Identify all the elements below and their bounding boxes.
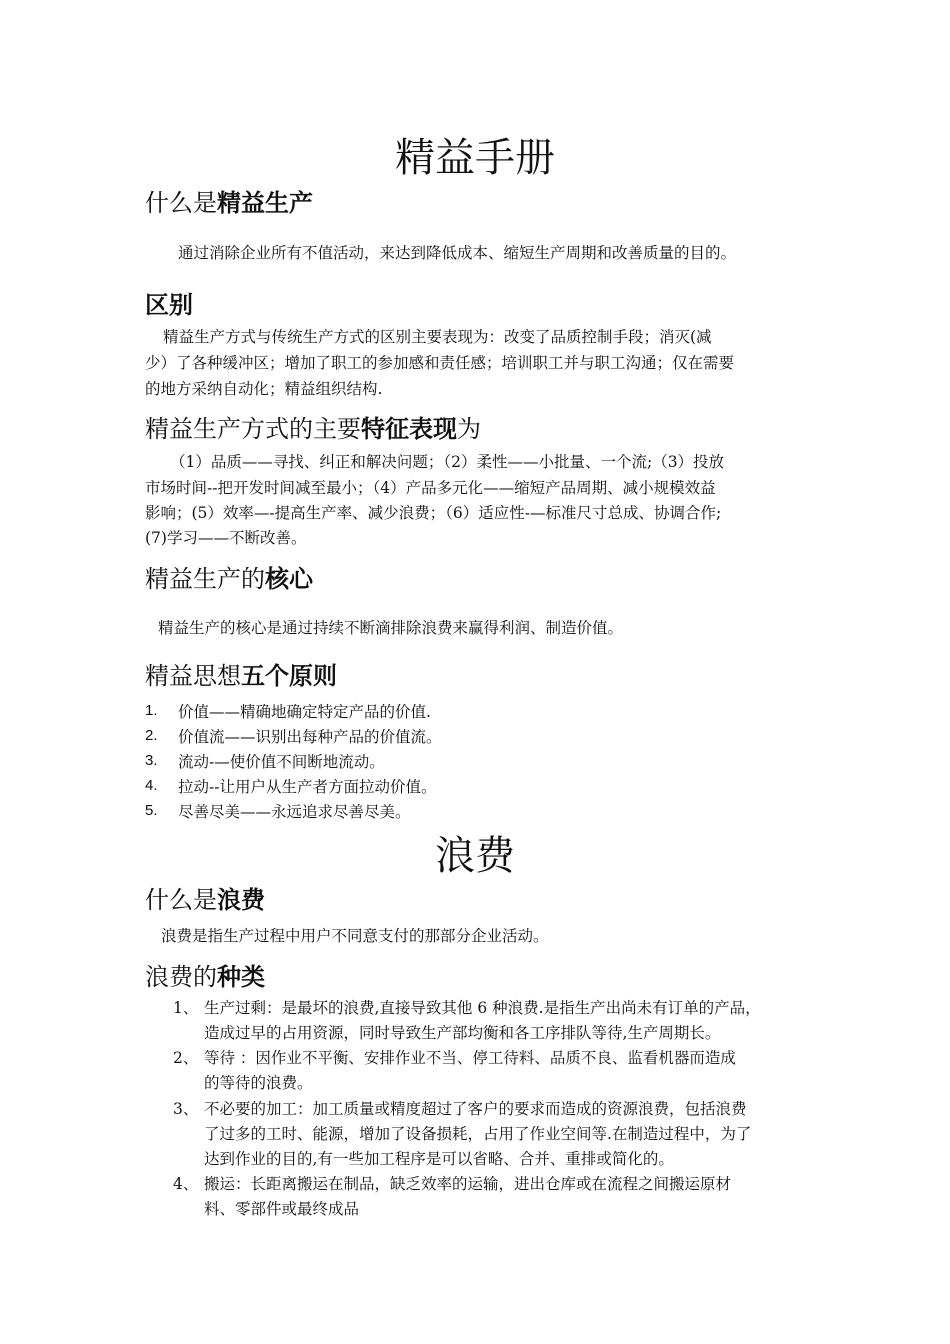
heading-features: [145, 409, 481, 444]
list-item-line: 达到作业的目的,有一些加工程序是可以省略、合并、重排或简化的。: [204, 1150, 674, 1168]
heading-bold: 核心: [265, 565, 313, 593]
list-item-line: 生产过剩：是最坏的浪费,直接导致其他 6 种浪费.是指生产出尚未有订单的产品，: [204, 999, 761, 1017]
list-item-number: 3、: [173, 1100, 199, 1118]
list-item-number: 2.: [145, 727, 158, 744]
heading-plain: 浪费的: [145, 963, 217, 991]
list-item: 尽善尽美——永远追求尽善尽美。: [178, 803, 411, 821]
heading-plain: 精益生产方式的主要: [145, 415, 361, 443]
heading-bold: 浪费: [217, 886, 265, 914]
heading-waste-types: [145, 957, 265, 992]
list-item-number: 1、: [173, 999, 199, 1017]
list-item: 流动-—使价值不间断地流动。: [178, 753, 385, 771]
list-item: 价值流——识别出每种产品的价值流。: [178, 728, 442, 746]
list-item-line: 料、零部件或最终成品: [204, 1200, 360, 1218]
paragraph-core: 精益生产的核心是通过持续不断滴排除浪费来赢得利润、制造价值。: [158, 619, 624, 637]
heading-bold: 种类: [217, 963, 265, 991]
heading-difference: 区别: [145, 291, 193, 319]
list-item-number: 5.: [145, 802, 158, 819]
paragraph-waste-definition: 浪费是指生产过程中用户不同意支付的那部分企业活动。: [161, 927, 549, 945]
list-item-line: 不必要的加工：加工质量或精度超过了客户的要求而造成的资源浪费，包括浪费: [204, 1100, 747, 1118]
paragraph-difference-line-1: 精益生产方式与传统生产方式的区别主要表现为：改变了品质控制手段；消灭(减: [163, 328, 712, 346]
heading-tail: 为: [457, 415, 481, 443]
heading-what-is-lean: [145, 183, 313, 218]
list-item-number: 4、: [173, 1175, 199, 1193]
list-item: 拉动--让用户从生产者方面拉动价值。: [178, 778, 437, 796]
paragraph-lean-definition: 通过消除企业所有不值活动，来达到降低成本、缩短生产周期和改善质量的目的。: [178, 244, 737, 262]
list-item-line: 了过多的工时、能源，增加了设备损耗，占用了作业空间等.在制造过程中，为了: [204, 1125, 752, 1143]
list-item-number: 1.: [145, 702, 158, 719]
paragraph-features-line-1: （1）品质——寻找、纠正和解决问题；（2）柔性——小批量、一个流;（3）投放: [170, 453, 725, 471]
list-item-number: 4.: [145, 777, 158, 794]
paragraph-difference-line-3: 的地方采纳自动化；精益组织结构.: [145, 380, 383, 398]
heading-plain: 精益思想: [145, 662, 241, 690]
paragraph-difference-line-2: 少）了各种缓冲区；增加了职工的参加感和责任感；培训职工并与职工沟通；仅在需要: [145, 354, 735, 372]
heading-bold: 特征表现: [361, 415, 457, 443]
heading-bold: 精益生产: [217, 189, 313, 217]
list-item-number: 2、: [173, 1049, 199, 1067]
list-item-number: 3.: [145, 752, 158, 769]
paragraph-features-line-2: 市场时间--把开发时间减至最小；（4）产品多元化——缩短产品周期、减小规模效益: [145, 479, 716, 497]
document-title: 精益手册: [395, 135, 555, 181]
list-item-line: 造成过早的占用资源，同时导致生产部均衡和各工序排队等待,生产周期长。: [204, 1024, 721, 1042]
heading-what-is-waste: [145, 880, 265, 915]
heading-plain: 什么是: [145, 189, 217, 217]
heading-plain: 精益生产的: [145, 565, 265, 593]
heading-core: [145, 559, 313, 594]
heading-plain: 什么是: [145, 886, 217, 914]
heading-bold: 五个原则: [241, 662, 337, 690]
heading-five-principles: [145, 656, 337, 691]
section-title-waste: 浪费: [435, 833, 515, 879]
paragraph-features-line-3: 影响；(5）效率—-提高生产率、减少浪费；（6）适应性-—标准尺寸总成、协调合作;: [145, 504, 722, 522]
paragraph-features-line-4: (7)学习——不断改善。: [145, 529, 307, 547]
list-item-line: 等待 ：因作业不平衡、安排作业不当、停工待料、品质不良、监看机器而造成: [204, 1049, 736, 1067]
list-item-line: 搬运：长距离搬运在制品，缺乏效率的运输，进出仓库或在流程之间搬运原材: [204, 1175, 732, 1193]
list-item: 价值——精确地确定特定产品的价值.: [178, 703, 431, 721]
list-item-line: 的等待的浪费。: [204, 1074, 313, 1092]
